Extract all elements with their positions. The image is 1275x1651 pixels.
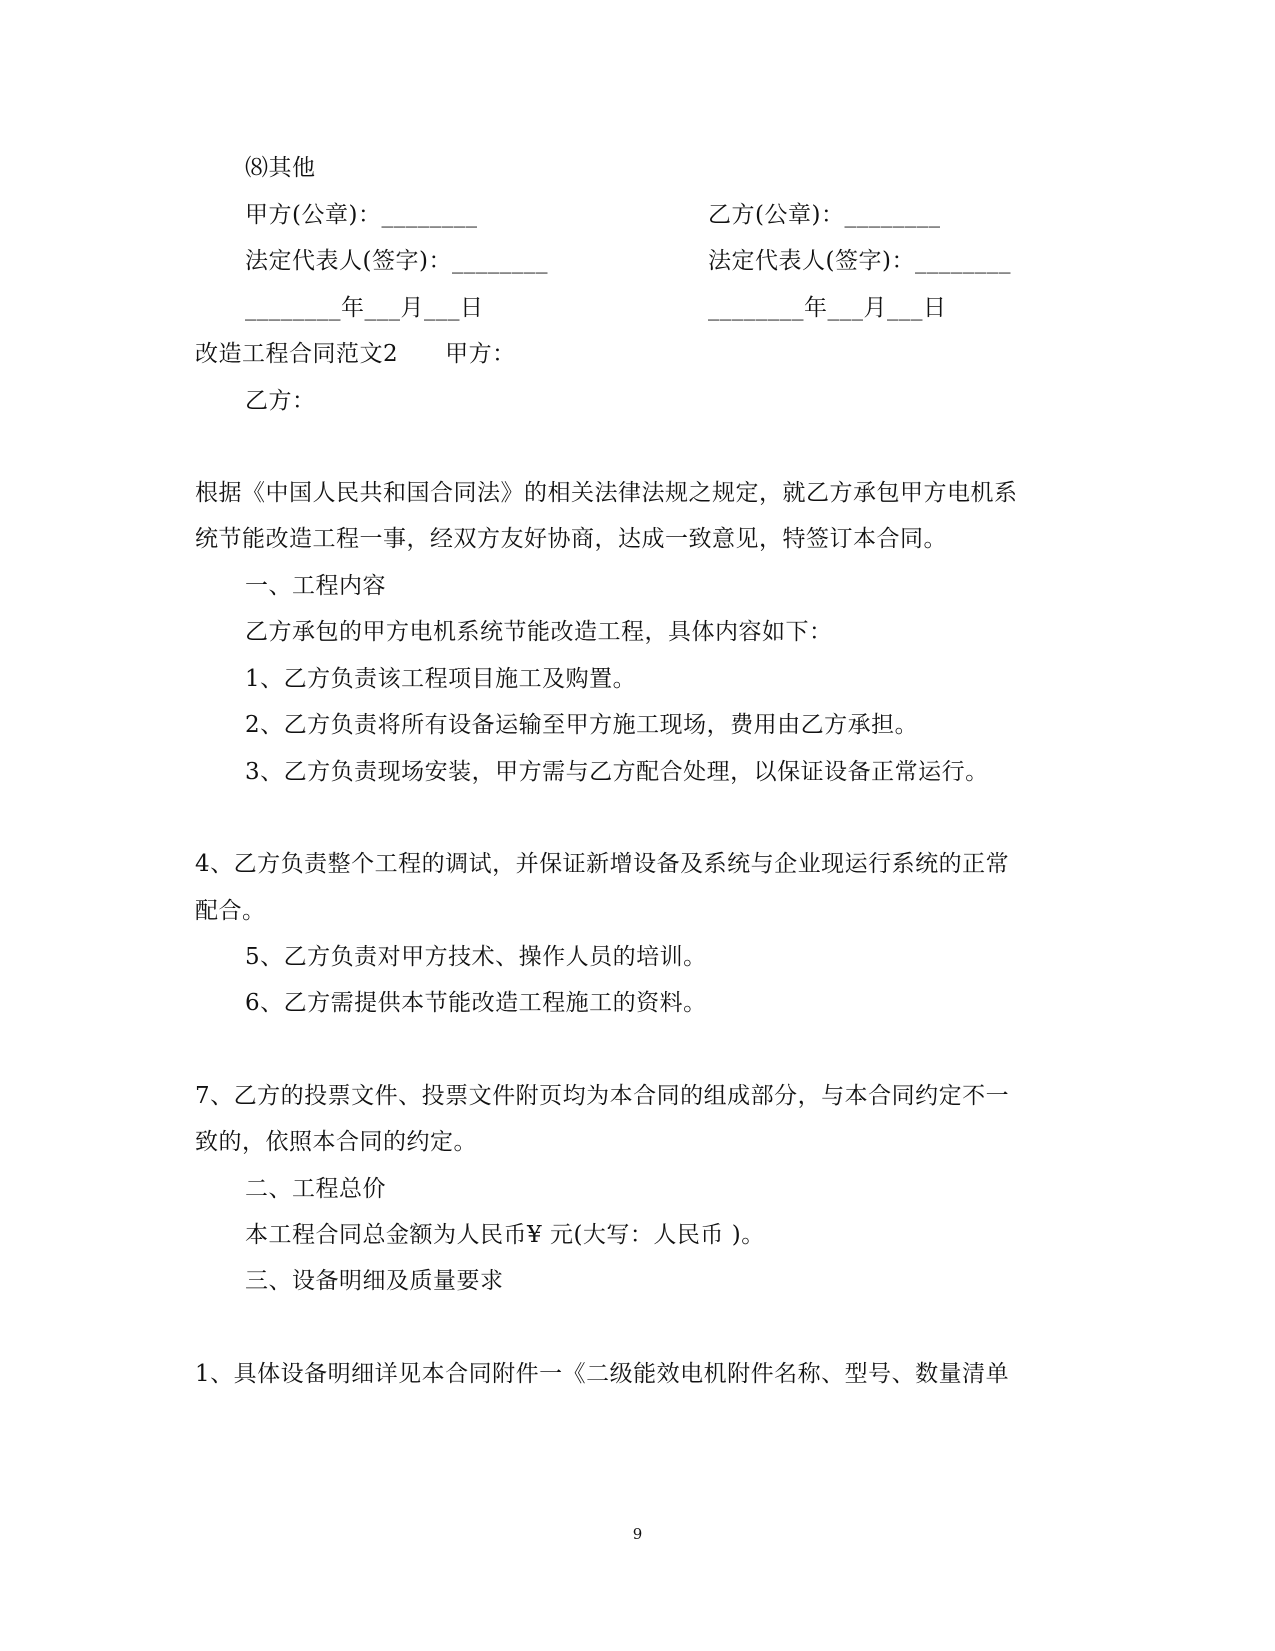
- section-2-heading: 二、工程总价: [245, 1176, 386, 1202]
- clause-item-8: ⑻其他: [245, 155, 316, 181]
- section-3-heading: 三、设备明细及质量要求: [245, 1268, 504, 1294]
- party-a-representative-field: 法定代表人(签字)：________: [245, 248, 548, 274]
- intro-paragraph-line-2: 统节能改造工程一事，经双方友好协商，达成一致意见，特签订本合同。: [195, 526, 947, 552]
- party-b-seal-field: 乙方(公章)：________: [708, 202, 941, 228]
- section-1-item-1: 1、乙方负责该工程项目施工及购置。: [245, 666, 637, 692]
- section-3-item-1: 1、具体设备明细详见本合同附件一《二级能效电机附件名称、型号、数量清单: [195, 1361, 1010, 1387]
- intro-paragraph-line-1: 根据《中国人民共和国合同法》的相关法律法规之规定，就乙方承包甲方电机系: [195, 480, 1018, 506]
- party-b-representative-field: 法定代表人(签字)：________: [708, 248, 1011, 274]
- section-1-item-3: 3、乙方负责现场安装，甲方需与乙方配合处理，以保证设备正常运行。: [245, 759, 989, 785]
- page-number: 9: [632, 1525, 643, 1543]
- party-b-label: 乙方：: [245, 388, 316, 414]
- section-1-intro: 乙方承包的甲方电机系统节能改造工程，具体内容如下：: [245, 619, 833, 645]
- party-b-date-field: ________年___月___日: [708, 295, 947, 321]
- section-1-item-7-line-2: 致的，依照本合同的约定。: [195, 1129, 477, 1155]
- section-1-item-7-line-1: 7、乙方的投票文件、投票文件附页均为本合同的组成部分，与本合同约定不一: [195, 1083, 1010, 1109]
- section-1-item-5: 5、乙方负责对甲方技术、操作人员的培训。: [245, 944, 707, 970]
- contract-title-line: 改造工程合同范文2 甲方：: [195, 341, 516, 367]
- section-1-heading: 一、工程内容: [245, 573, 386, 599]
- section-1-item-6: 6、乙方需提供本节能改造工程施工的资料。: [245, 990, 707, 1016]
- section-1-item-4-line-2: 配合。: [195, 898, 266, 924]
- section-2-amount-text: 本工程合同总金额为人民币¥ 元(大写：人民币 )。: [245, 1222, 765, 1248]
- party-a-date-field: ________年___月___日: [245, 295, 484, 321]
- party-a-seal-field: 甲方(公章)：________: [245, 202, 478, 228]
- section-1-item-4-line-1: 4、乙方负责整个工程的调试，并保证新增设备及系统与企业现运行系统的正常: [195, 851, 1010, 877]
- section-1-item-2: 2、乙方负责将所有设备运输至甲方施工现场，费用由乙方承担。: [245, 712, 919, 738]
